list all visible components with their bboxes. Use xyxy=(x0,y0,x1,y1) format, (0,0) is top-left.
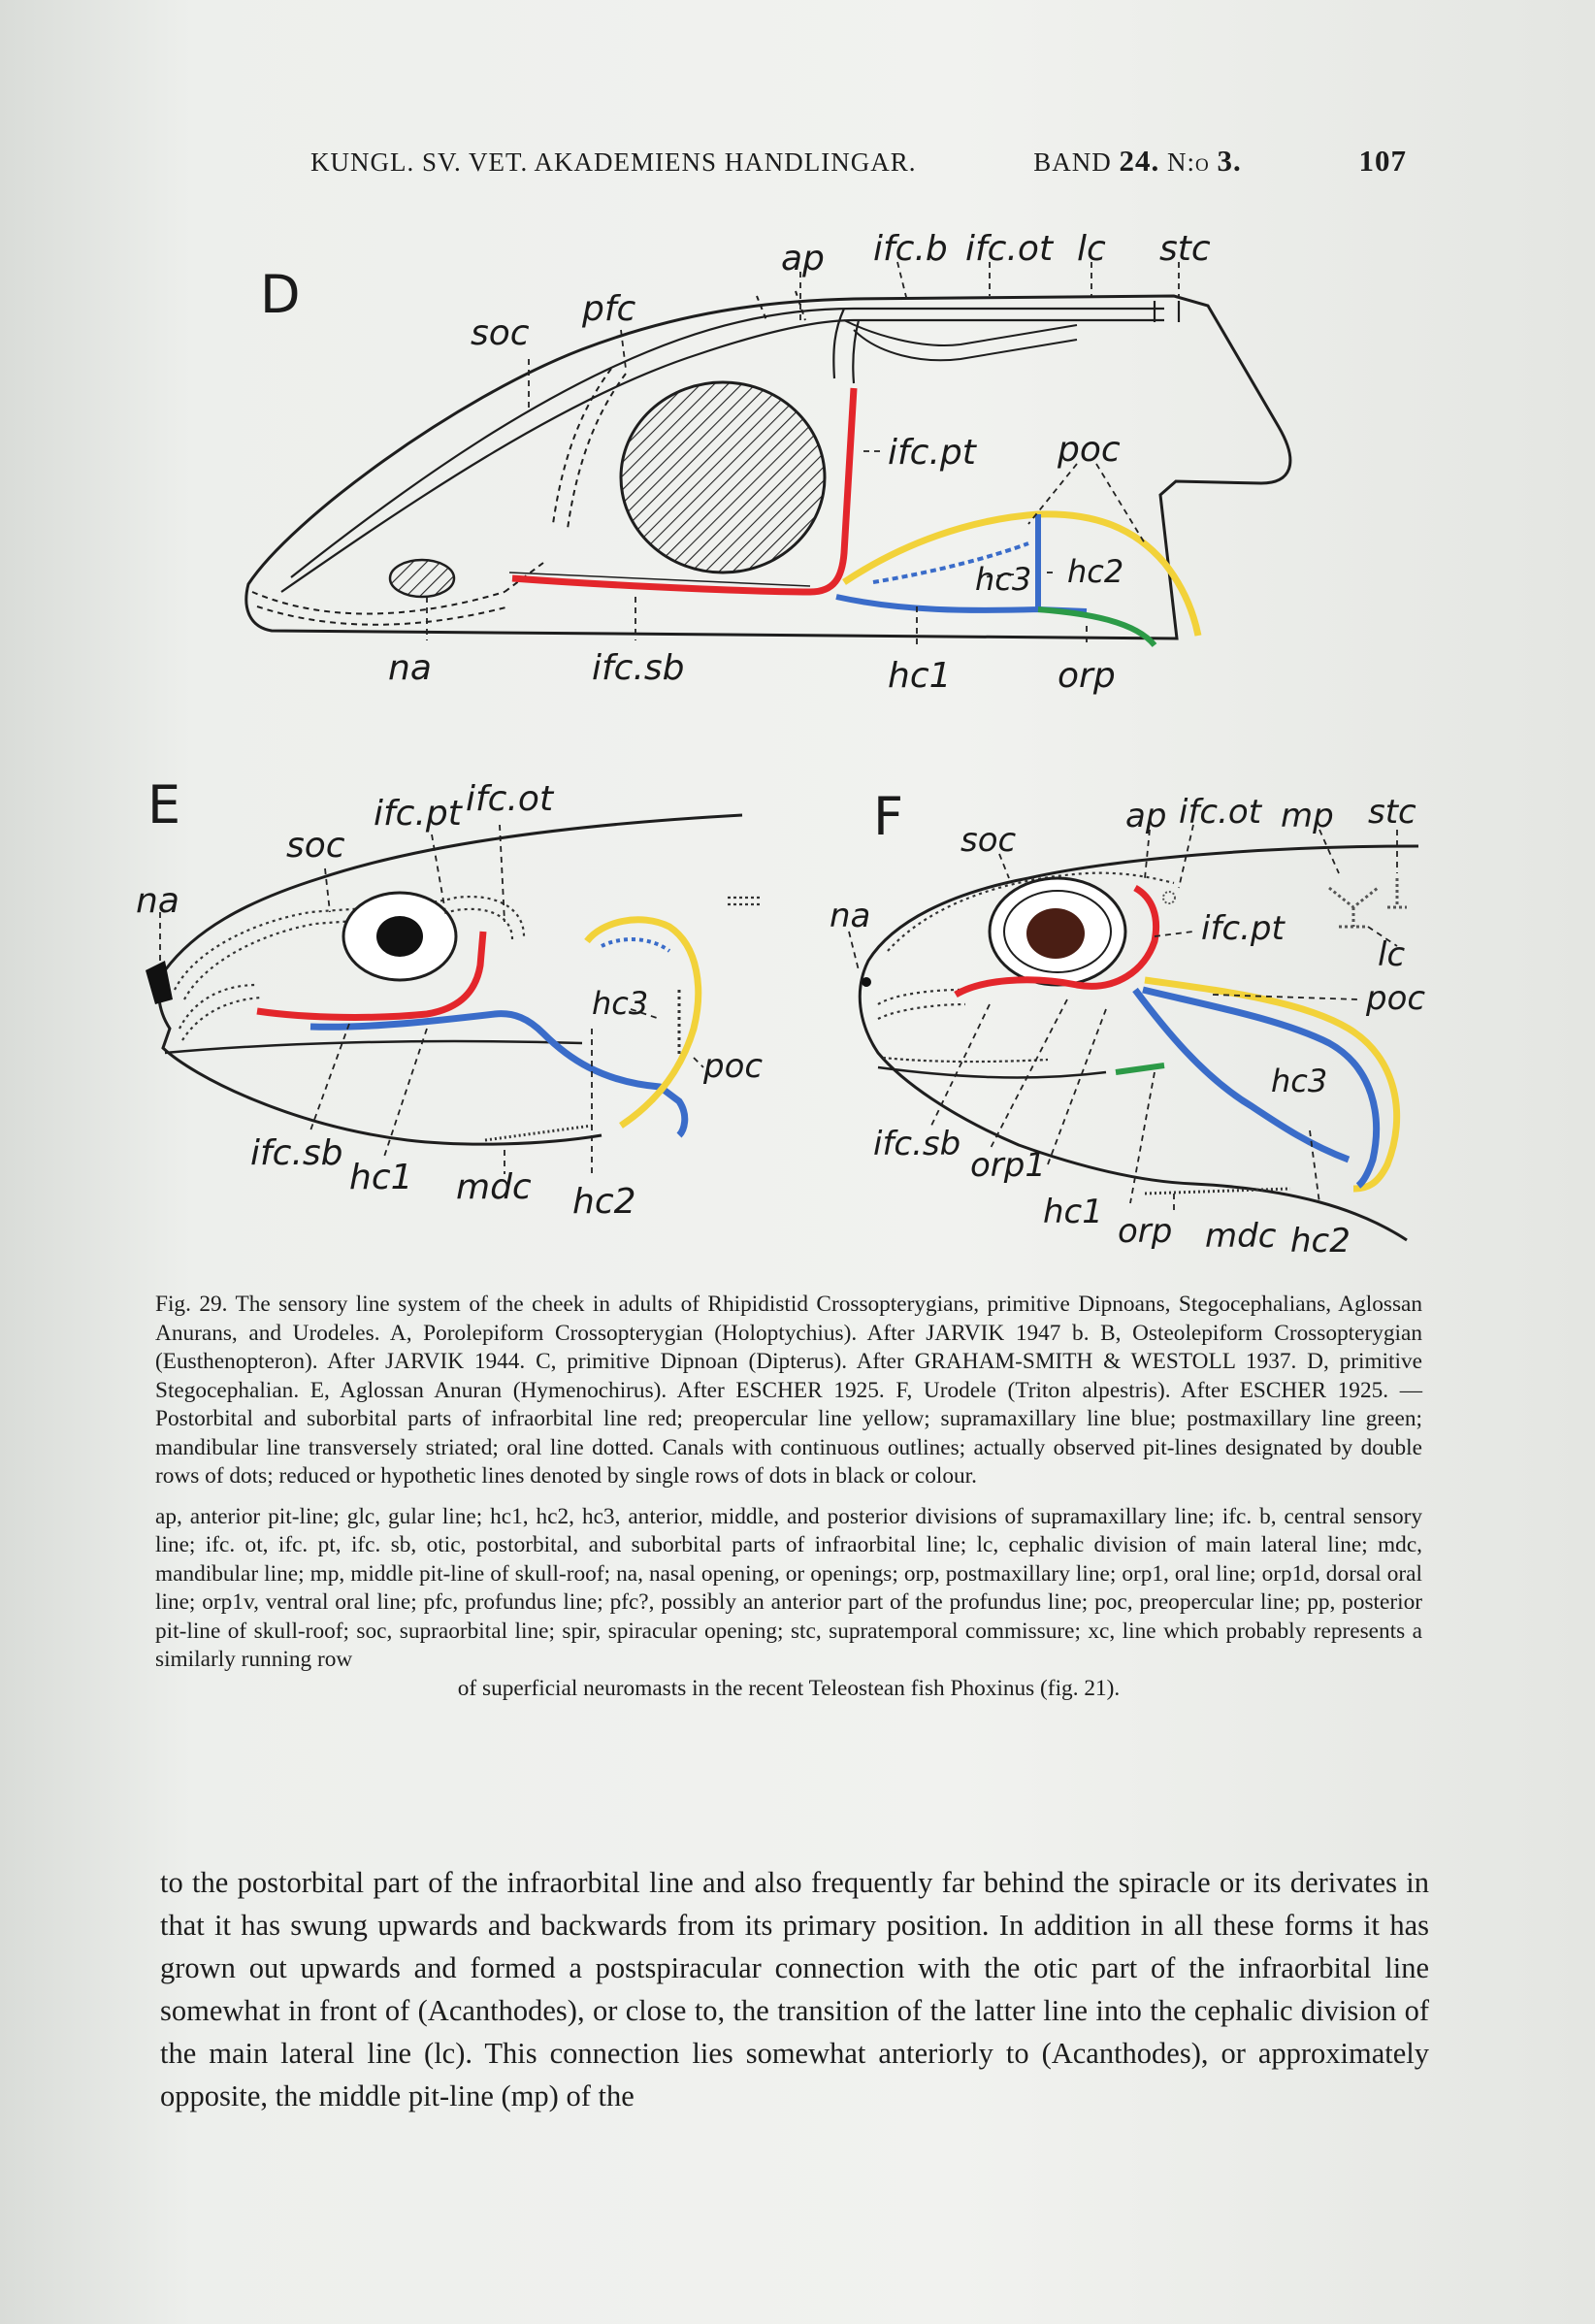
label-f-orp: orp xyxy=(1118,1212,1173,1251)
figure-caption xyxy=(155,1291,1422,1703)
panel-d xyxy=(246,229,1290,696)
label-d-ifc-b: ifc.b xyxy=(873,229,948,269)
caption-abbreviations: ap, anterior pit-line; glc, gular line; hc1, hc2, hc3, anterior, middle, and posterior divisions of supramaxillary line; ifc. b, central sensory line; ifc. ot, ifc. pt, ifc. sb, otic, postorbital, and suborbital parts of infraorbital line; lc, cephalic division of main lateral line; mdc, mandibular line; mp, middle pit-line of skull-roof; na, nasal opening, or openings; orp, postmaxillary line; orp1, oral line; orp1d, dorsal oral line; orp1v, ventral oral line; pfc, profundus line; pfc?, possibly an anterior part of the profundus line; poc, preopercular line; pp, posterior pit-line of skull-roof; soc, supraorbital line; spir, spiracular opening; stc, supratemporal commissure; xc, line which probably represents a similarly running row xyxy=(155,1503,1422,1672)
label-e-ifc-sb: ifc.sb xyxy=(250,1133,343,1173)
label-d-ifc-sb: ifc.sb xyxy=(592,648,685,688)
panel-e xyxy=(136,774,763,1222)
label-d-pfc: pfc xyxy=(582,289,636,329)
label-d-ap: ap xyxy=(781,239,825,278)
caption-abbreviations-end: of superficial neuromasts in the recent Teleostean fish Phoxinus (fig. 21). xyxy=(457,1675,1121,1701)
label-d-soc: soc xyxy=(471,313,530,353)
page-number: 107 xyxy=(1358,144,1407,178)
label-d-ifc-ot: ifc.ot xyxy=(965,229,1054,269)
label-e-mdc: mdc xyxy=(456,1167,532,1207)
label-f-ifc-ot: ifc.ot xyxy=(1179,793,1262,832)
panel-f xyxy=(830,786,1425,1260)
label-e-hc3: hc3 xyxy=(592,985,649,1022)
panel-d-orbit xyxy=(621,382,825,573)
label-f-ifc-sb: ifc.sb xyxy=(873,1125,961,1163)
label-f-lc: lc xyxy=(1378,935,1406,974)
label-d-orp: orp xyxy=(1058,656,1116,696)
panel-d-postmaxillary-line xyxy=(1038,609,1155,645)
label-e-ifc-pt: ifc.pt xyxy=(374,794,462,834)
label-d-hc3: hc3 xyxy=(975,561,1032,598)
label-f-ifc-pt: ifc.pt xyxy=(1201,909,1285,948)
label-d-hc1: hc1 xyxy=(888,656,952,696)
label-f-hc1: hc1 xyxy=(1043,1193,1103,1231)
panel-f-letter: F xyxy=(873,786,904,847)
body-text xyxy=(160,1861,1429,2117)
panel-e-preopercular-line xyxy=(587,920,699,1126)
label-e-hc1: hc1 xyxy=(349,1158,413,1197)
panel-f-eye xyxy=(1026,908,1085,959)
label-d-na: na xyxy=(388,648,432,688)
label-d-lc: lc xyxy=(1077,229,1106,269)
panel-f-postmaxillary-line xyxy=(1116,1065,1164,1072)
label-f-soc: soc xyxy=(960,821,1017,860)
label-e-poc: poc xyxy=(703,1047,764,1086)
label-e-soc: soc xyxy=(286,826,345,866)
label-f-stc: stc xyxy=(1368,793,1416,832)
label-f-orp1: orp1 xyxy=(970,1146,1046,1185)
label-f-ap: ap xyxy=(1125,797,1167,835)
label-f-na: na xyxy=(830,897,871,935)
panel-f-supramaxillary-line xyxy=(1135,990,1377,1186)
label-f-poc: poc xyxy=(1366,979,1426,1018)
label-d-ifc-pt: ifc.pt xyxy=(888,433,976,473)
label-f-hc3: hc3 xyxy=(1271,1063,1328,1099)
journal-title: KUNGL. SV. VET. AKADEMIENS HANDLINGAR. xyxy=(310,147,917,177)
label-d-stc: stc xyxy=(1159,229,1211,269)
body-paragraph: to the postorbital part of the infraorbital line and also frequently far behind the spiracle or its derivates in that it has swung upwards and backwards from its primary position. In addition in all these forms it has grown out upwards and formed a postspiracular connection with the otic part of the infraorbital line somewhat in front of (Acanthodes), or close to, the transition of the latter line into the cephalic division of the main lateral line (lc). This connection lies somewhat anteriorly to (Acanthodes), or approximately opposite, the middle pit-line (mp) of the xyxy=(160,1866,1429,2112)
label-e-hc2: hc2 xyxy=(572,1182,636,1222)
panel-e-eye xyxy=(376,916,423,957)
band-info: BAND 24. N:o 3. xyxy=(1033,144,1242,178)
panel-d-lateral-canal xyxy=(854,309,1164,320)
label-f-mdc: mdc xyxy=(1205,1217,1277,1256)
label-e-ifc-ot: ifc.ot xyxy=(466,779,554,819)
label-d-poc: poc xyxy=(1058,430,1121,470)
label-f-hc2: hc2 xyxy=(1290,1222,1351,1260)
label-f-mp: mp xyxy=(1281,797,1334,835)
label-d-hc2: hc2 xyxy=(1067,553,1124,590)
caption-description: Fig. 29. The sensory line system of the cheek in adults of Rhipidistid Crossopterygians, primitive Dipnoans, Stegocephalians, Aglossan Anurans, and Urodeles. A, Porolepiform Crossopterygian (Holoptychius). After JARVIK 1947 b. B, Osteolepiform Crossopterygian (Eusthenopteron). After JARVIK 1944. C, primitive Dipnoan (Dipterus). After GRAHAM-SMITH & WESTOLL 1937. D, primitive Stegocephalian. E, Aglossan Anuran (Hymenochirus). After ESCHER 1925. F, Urodele (Triton alpestris). After ESCHER 1925. — Postorbital and suborbital parts of infraorbital line red; preopercular line yellow; supramaxillary line blue; postmaxillary line green; mandibular line transversely striated; oral line dotted. Canals with continuous outlines; actually observed pit-lines designated by double rows of dots; reduced or hypothetic lines denoted by single rows of dots in black or colour. xyxy=(155,1292,1422,1489)
label-e-na: na xyxy=(136,881,179,921)
panel-e-letter: E xyxy=(147,774,181,835)
panel-d-nasal-opening xyxy=(390,560,454,597)
panel-d-letter: D xyxy=(260,264,301,325)
